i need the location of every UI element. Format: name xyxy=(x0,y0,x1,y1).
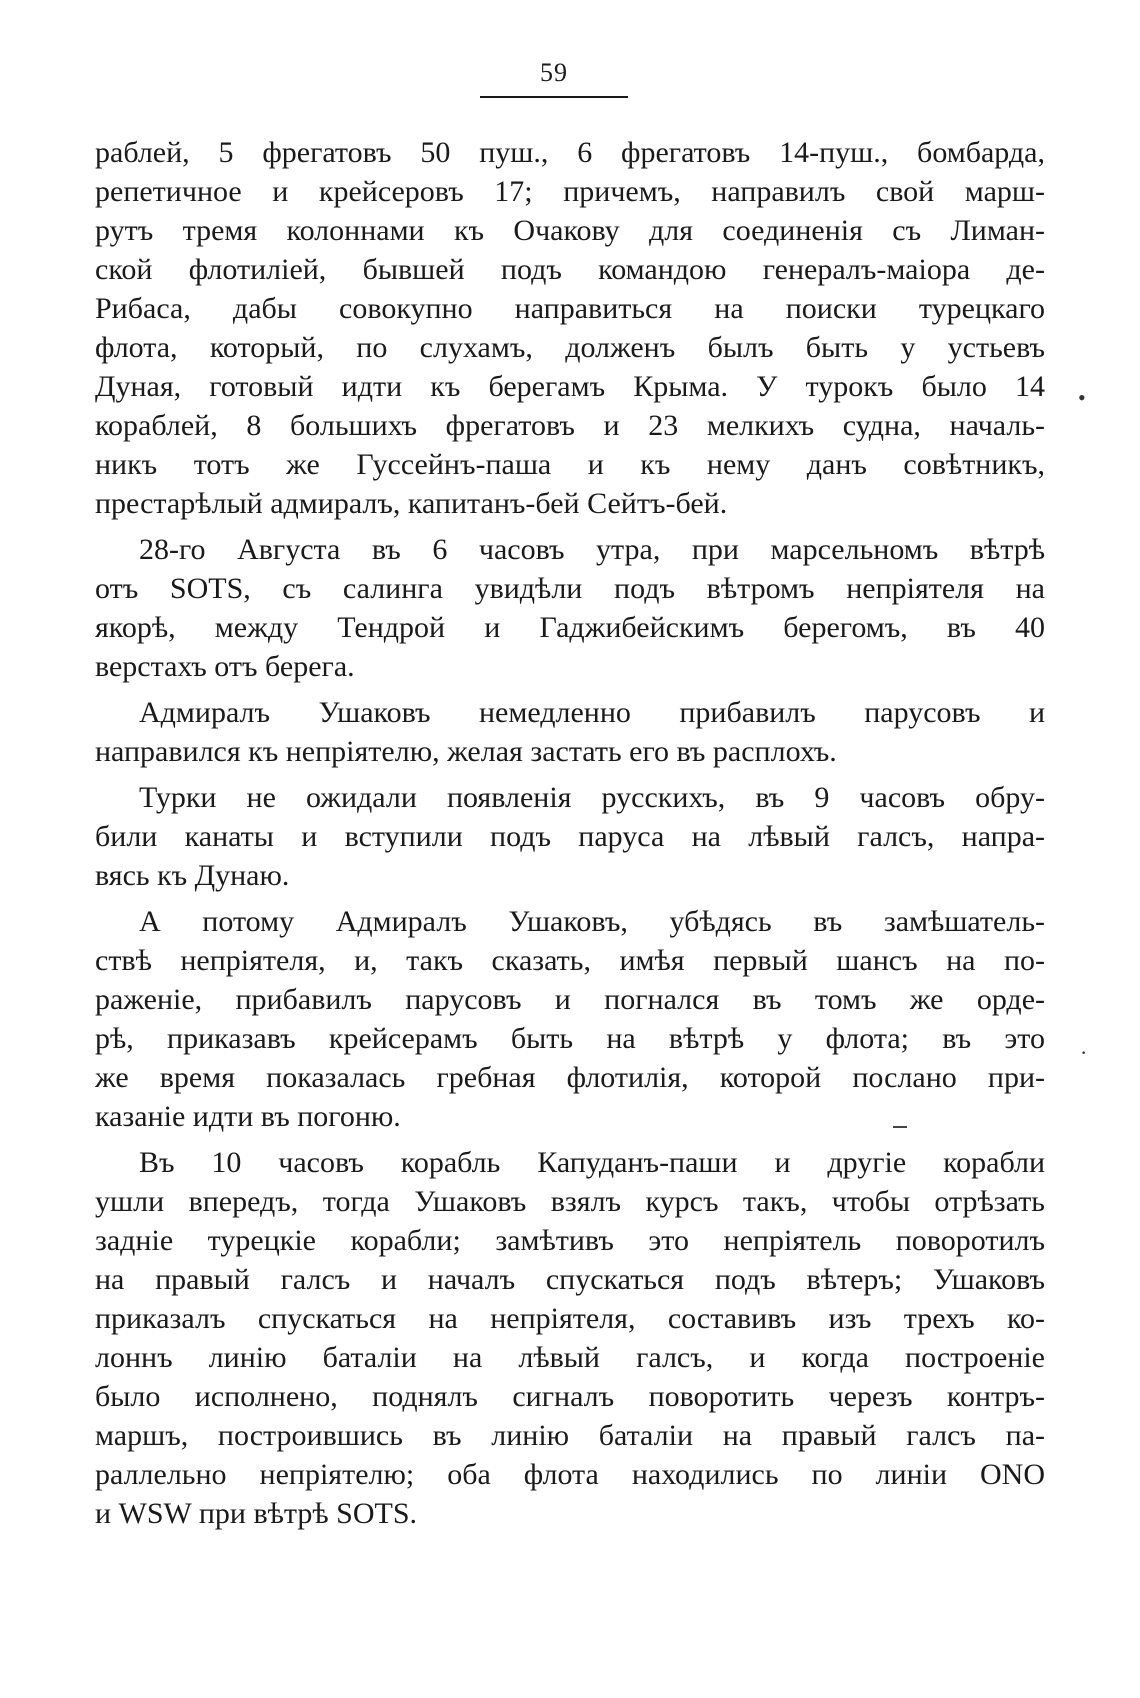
text-line: якорѣ, между Тендрой и Гаджибейскимъ берегомъ, въ 40 xyxy=(95,611,1045,644)
paragraph xyxy=(95,133,1045,523)
text-line: Дуная, готовый идти къ берегамъ Крыма. У турокъ было 14 xyxy=(95,370,1045,403)
text-line: рѣ, приказавъ крейсерамъ быть на вѣтрѣ у флота; въ это xyxy=(95,1022,1045,1055)
text-line: Турки не ожидали появленія русскихъ, въ 9 часовъ обру- xyxy=(139,781,1045,814)
text-line: маршъ, построившись въ линію баталіи на правый галсъ па- xyxy=(95,1419,1045,1452)
text-line: лоннъ линію баталіи на лѣвый галсъ, и когда построеніе xyxy=(95,1341,1045,1374)
text-line: никъ тотъ же Гуссейнъ-паша и къ нему данъ совѣтникъ, xyxy=(95,448,1045,481)
text-line: раблей, 5 фрегатовъ 50 пуш., 6 фрегатовъ 14-пуш., бомбарда, xyxy=(95,136,1045,169)
text-line: флота, который, по слухамъ, долженъ былъ быть у устьевъ xyxy=(95,331,1045,364)
text-line: 28-го Августа въ 6 часовъ утра, при марсельномъ вѣтрѣ xyxy=(139,533,1045,566)
text-line: раженіе, прибавилъ парусовъ и погнался въ томъ же орде- xyxy=(95,983,1045,1016)
text-line: кораблей, 8 большихъ фрегатовъ и 23 мелкихъ судна, началь- xyxy=(95,409,1045,442)
text-line: Адмиралъ Ушаковъ немедленно прибавилъ парусовъ и xyxy=(139,696,1045,729)
text-line: А потому Адмиралъ Ушаковъ, убѣдясь въ замѣшатель- xyxy=(139,905,1045,938)
page-number-header xyxy=(480,58,628,88)
text-line: ской флотиліей, бывшей подъ командою генералъ-маіора де- xyxy=(95,253,1045,286)
margin-speck: · xyxy=(1080,1040,1088,1065)
text-line: верстахъ отъ берега. xyxy=(95,650,355,683)
page-number: 59 xyxy=(540,58,568,87)
margin-speck: • xyxy=(1078,385,1086,410)
text-line: и WSW при вѣтрѣ SOTS. xyxy=(95,1497,418,1530)
margin-dash xyxy=(893,1126,907,1128)
text-line: Рибаса, дабы совокупно направиться на поиски турецкаго xyxy=(95,292,1045,325)
paragraph xyxy=(95,1143,1045,1533)
text-line: направился къ непріятелю, желая застать его въ расплохъ. xyxy=(95,735,837,768)
text-line: отъ SOTS, съ салинга увидѣли подъ вѣтромъ непріятеля на xyxy=(95,572,1045,605)
text-line: на правый галсъ и началъ спускаться подъ вѣтеръ; Ушаковъ xyxy=(95,1263,1045,1296)
text-line: же время показалась гребная флотилія, которой послано при- xyxy=(95,1061,1045,1094)
page-body xyxy=(95,133,1045,1533)
paragraph xyxy=(95,902,1045,1136)
text-line: репетичное и крейсеровъ 17; причемъ, направилъ свой марш- xyxy=(95,175,1045,208)
text-line: казаніе идти въ погоню. xyxy=(95,1100,401,1133)
text-line: приказалъ спускаться на непріятеля, составивъ изъ трехъ ко- xyxy=(95,1302,1045,1335)
text-line: задніе турецкіе корабли; замѣтивъ это непріятель поворотилъ xyxy=(95,1224,1045,1257)
text-line: ствѣ непріятеля, и, такъ сказать, имѣя первый шансъ на по- xyxy=(95,944,1045,977)
text-line: Въ 10 часовъ корабль Капуданъ-паши и другіе корабли xyxy=(139,1146,1045,1179)
text-line: было исполнено, поднялъ сигналъ поворотить черезъ контръ- xyxy=(95,1380,1045,1413)
text-line: рутъ тремя колоннами къ Очакову для соединенія съ Лиман- xyxy=(95,214,1045,247)
paragraph xyxy=(95,778,1045,895)
paragraph xyxy=(95,530,1045,686)
text-line: престарѣлый адмиралъ, капитанъ-бей Сейтъ-бей. xyxy=(95,487,728,520)
header-rule xyxy=(480,96,628,98)
text-line: били канаты и вступили подъ паруса на лѣвый галсъ, напра- xyxy=(95,820,1045,853)
paragraph xyxy=(95,693,1045,771)
text-line: ушли впередъ, тогда Ушаковъ взялъ курсъ такъ, чтобы отрѣзать xyxy=(95,1185,1045,1218)
text-line: раллельно непріятелю; оба флота находились по линіи ONO xyxy=(95,1458,1045,1491)
text-line: вясь къ Дунаю. xyxy=(95,859,290,892)
